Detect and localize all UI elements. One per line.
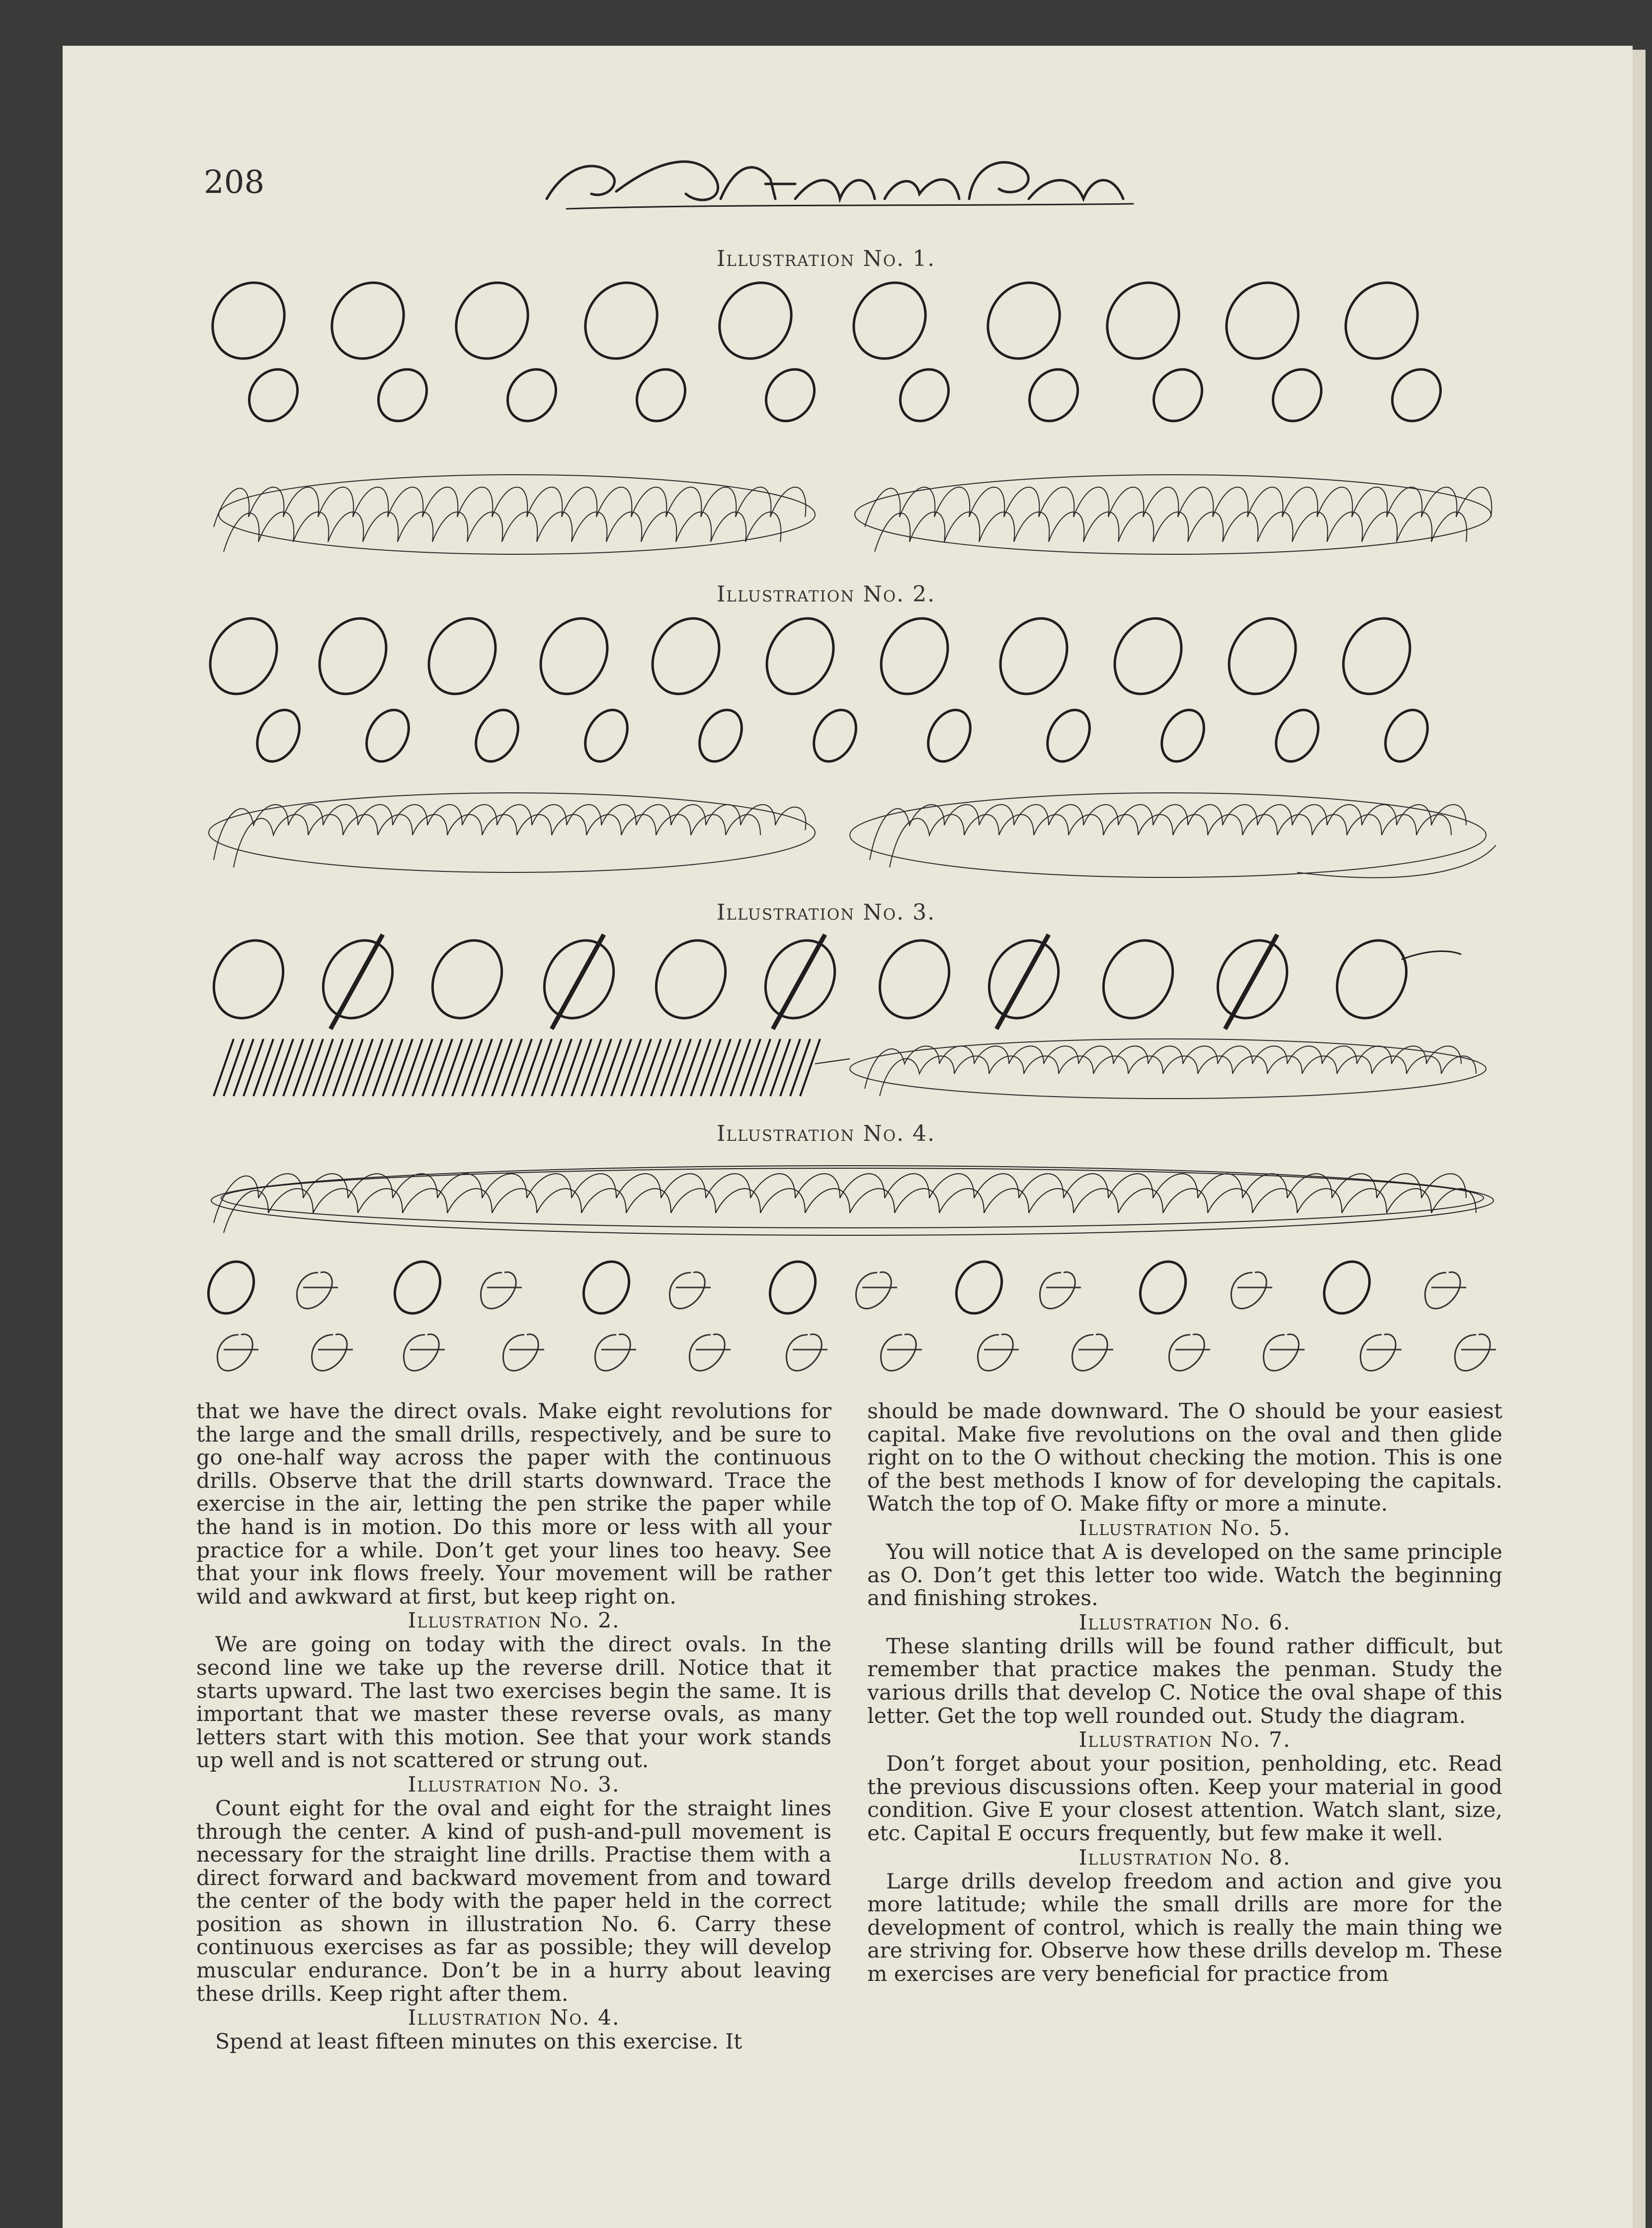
- illustration-3-continuous-drills: [204, 1034, 1506, 1109]
- masthead-logo: [537, 144, 1153, 219]
- illustration-2-continuous-drills: [204, 785, 1506, 900]
- illustration-4-continuous-drill: [204, 1158, 1506, 1243]
- right-heading-illustration-6: Illustration No. 6.: [1078, 1610, 1291, 1635]
- right-heading-illustration-8: Illustration No. 8.: [1078, 1845, 1291, 1870]
- illustration-1-continuous-drills: [209, 467, 1511, 567]
- illustration-4-capital-o-rows: [204, 1253, 1506, 1397]
- left-heading-illustration-4: Illustration No. 4.: [408, 2006, 620, 2031]
- right-paragraph-5: You will notice that A is developed on the same principle as O. Don’t get this letter too wide. Watch the beginning and finishing strokes.: [867, 1540, 1502, 1611]
- right-paragraph-7: Don’t forget about your position, penholding, etc. Read the previous discussions often. Keep your material in good condition. Give E your closest attention. Watch slant, size, etc. Capital E occurs frequently, but few make it well.: [867, 1752, 1502, 1846]
- illustration-3-ovals: [209, 925, 1501, 1034]
- illustration-1-caption: Illustration No. 1.: [716, 246, 936, 271]
- right-column: [867, 1400, 1502, 1986]
- left-paragraph-3: Count eight for the oval and eight for the straight lines through the center. A kind of push-and-pull movement is necessary for the straight line drills. Practise them with a direct forward and backward movement from and toward the center of the body with the paper held in the correct position as shown in illustration No. 6. Carry these continuous exercises as far as possible; they will develop muscular endurance. Don’t be in a hurry about leaving these drills. Keep right after them.: [196, 1796, 831, 2006]
- page-number: 208: [204, 164, 265, 201]
- left-column: [196, 1400, 831, 2054]
- illustration-2-caption: Illustration No. 2.: [716, 582, 936, 607]
- left-paragraph-4: Spend at least fifteen minutes on this exercise. It: [215, 2030, 743, 2055]
- left-heading-illustration-2: Illustration No. 2.: [408, 1609, 620, 1633]
- right-paragraph-6: These slanting drills will be found rather difficult, but remember that practice makes the penman. Study the various drills that develop C. Notice the oval shape of this letter. Get the top well rounded out. Study the diagram.: [867, 1634, 1502, 1728]
- illustration-3-caption: Illustration No. 3.: [716, 900, 936, 925]
- left-paragraph-1: that we have the direct ovals. Make eight revolutions for the large and the small drills, respectively, and be sure to go one-half way across the paper with the continuous drills. Observe that the drill starts downward. Trace the exercise in the air, letting the pen strike the paper while the hand is in motion. Do this more or less with all your practice for a while. Don’t get your lines too heavy. See that your ink flows freely. Your movement will be rather wild and awkward at first, but keep right on.: [196, 1399, 831, 1609]
- illustration-4-caption: Illustration No. 4.: [716, 1121, 936, 1146]
- right-heading-illustration-5: Illustration No. 5.: [1078, 1516, 1291, 1541]
- illustration-2-ovals: [204, 609, 1506, 778]
- masthead-script: [537, 144, 1153, 219]
- left-heading-illustration-3: Illustration No. 3.: [408, 1772, 620, 1797]
- right-paragraph-1: should be made downward. The O should be your easiest capital. Make five revolutions on the oval and then glide right on to the O without checking the motion. This is one of the best methods I know of for developing the capitals. Watch the top of O. Make fifty or more a minute.: [867, 1399, 1502, 1517]
- right-heading-illustration-7: Illustration No. 7.: [1078, 1728, 1291, 1753]
- right-paragraph-8: Large drills develop freedom and action and give you more latitude; while the small drills are more for the development of control, which is really the main thing we are striving for. Observe how these drills develop m. These m exercises are very beneficial for practice from: [867, 1869, 1502, 1986]
- left-paragraph-2: We are going on today with the direct ovals. In the second line we take up the reverse drill. Notice that it starts upward. The last two exercises begin the same. It is important that we master these reverse ovals, as many letters start with this motion. See that your work stands up well and is not scattered or strung out.: [196, 1632, 831, 1773]
- illustration-1-ovals: [209, 273, 1501, 437]
